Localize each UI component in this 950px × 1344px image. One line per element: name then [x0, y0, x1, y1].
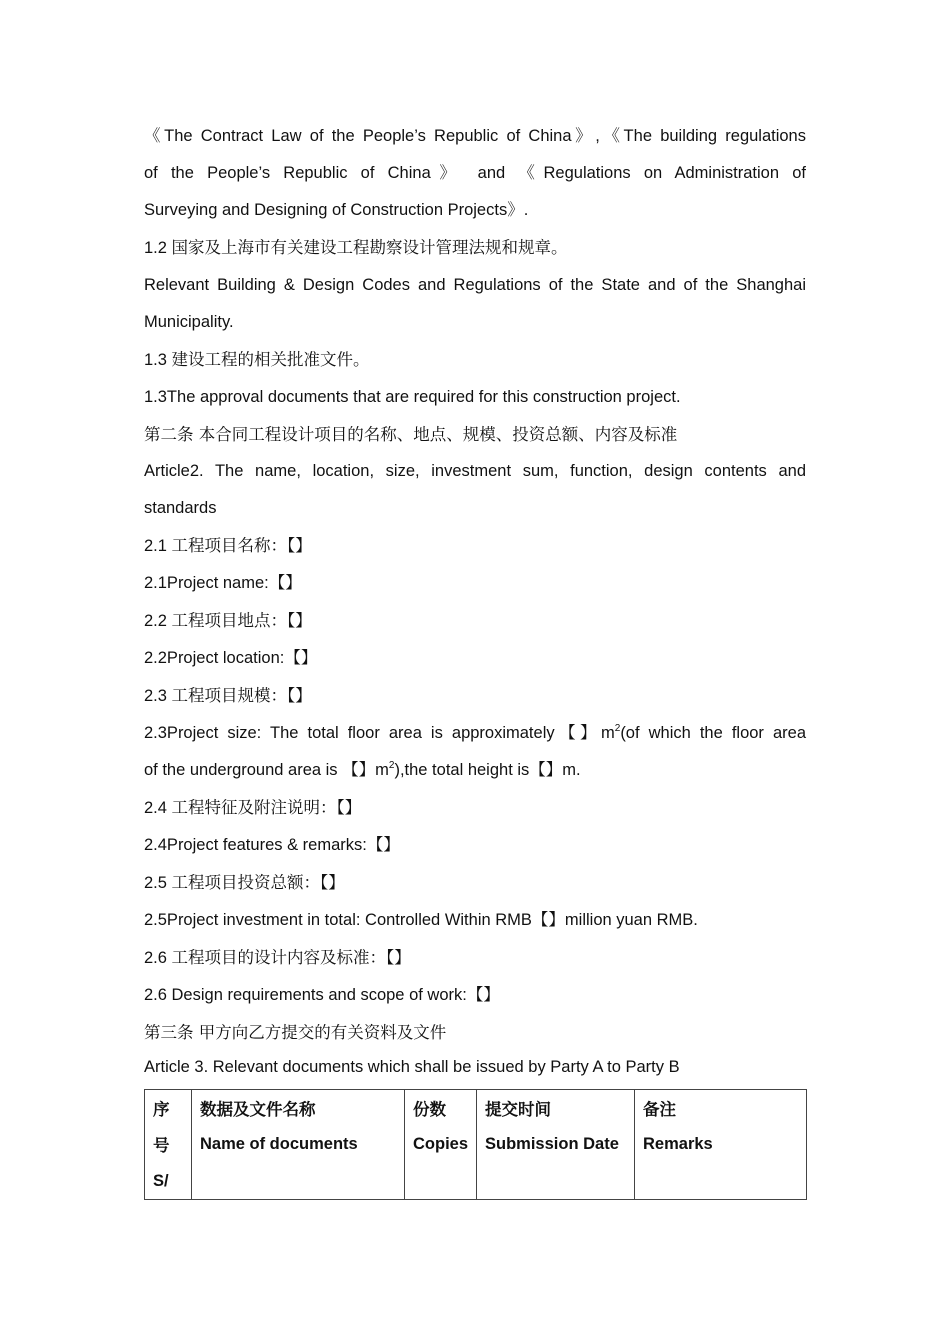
header-en: Submission Date: [485, 1135, 619, 1153]
clause-2-4-en: 2.4Project features & remarks:【】: [144, 836, 400, 854]
clause-text-cn: 工程项目规模：【】: [171, 686, 312, 705]
paragraph-line: of the People’s Republic of China》 and 《Regulations on Administration of: [144, 164, 806, 182]
documents-table: [144, 1089, 807, 1200]
clause-2-5-cn: [144, 864, 806, 902]
header-cn: 提交时间: [485, 1100, 552, 1119]
clause-text-cn: 建设工程的相关批准文件。: [171, 350, 370, 369]
header-cn: 数据及文件名称: [200, 1100, 316, 1119]
clause-text-cn: 工程项目地点：【】: [171, 611, 312, 630]
document-page: [144, 118, 806, 1200]
header-cell-remarks: [635, 1090, 807, 1200]
table-header-row: [145, 1090, 807, 1200]
header-cn: 序号: [153, 1100, 170, 1155]
clause-text-cn: 工程项目名称：【】: [171, 536, 312, 555]
text-segment: 2.3Project size: The total floor area is approximately【】m: [144, 724, 615, 742]
superscript: 2: [388, 760, 395, 771]
header-en: Name of documents: [200, 1135, 358, 1153]
paragraph-line: 《The Contract Law of the People’s Republic of China》,《The building regulations: [144, 127, 806, 145]
paragraph-line: standards: [144, 499, 217, 517]
clause-2-6-cn: [144, 939, 806, 977]
clause-1-2-cn: [144, 229, 806, 267]
clause-2-1-en: 2.1Project name:【】: [144, 574, 302, 592]
clause-number: 2.2: [144, 612, 167, 630]
header-en: Remarks: [643, 1135, 713, 1153]
clause-2-3-cn: [144, 677, 806, 715]
paragraph-line: [144, 752, 806, 789]
clause-2-5-en: 2.5Project investment in total: Controlled Within RMB【】million yuan RMB.: [144, 911, 698, 929]
clause-number: 2.4: [144, 799, 167, 817]
clause-1-3-cn: [144, 341, 806, 379]
paragraph-line: Municipality.: [144, 313, 234, 331]
clause-2-1-cn: [144, 527, 806, 565]
article-2-heading-en: Article2. The name, location, size, investment sum, function, design contents and: [144, 462, 806, 480]
clause-1-3-en: 1.3The approval documents that are required for this construction project.: [144, 388, 681, 406]
header-cn: 备注: [643, 1100, 677, 1119]
clause-number: 2.6: [144, 949, 167, 967]
text-segment: ),the total height is【】m.: [394, 761, 581, 779]
header-en: S/: [153, 1172, 169, 1190]
clause-number: 1.2: [144, 239, 167, 257]
article-3-heading-en: Article 3. Relevant documents which shall be issued by Party A to Party B: [144, 1058, 680, 1076]
text-segment: (of which the floor area: [620, 724, 806, 742]
text-segment: of the underground area is 【】m: [144, 761, 389, 779]
article-3-heading-cn: 第三条 甲方向乙方提交的有关资料及文件: [144, 1023, 447, 1042]
clause-text-cn: 国家及上海市有关建设工程勘察设计管理法规和规章。: [171, 238, 568, 257]
clause-text-cn: 工程项目的设计内容及标准：【】: [171, 948, 411, 967]
clause-number: 2.3: [144, 687, 167, 705]
clause-2-4-cn: [144, 789, 806, 827]
clause-text-cn: 工程特征及附注说明：【】: [171, 798, 362, 817]
clause-number: 2.5: [144, 874, 167, 892]
header-cell-serial: [145, 1090, 192, 1200]
clause-2-6-en: 2.6 Design requirements and scope of work:【】: [144, 986, 500, 1004]
article-2-heading-cn: 第二条 本合同工程设计项目的名称、地点、规模、投资总额、内容及标准: [144, 425, 678, 444]
paragraph-line: Surveying and Designing of Construction Projects》.: [144, 201, 529, 219]
clause-text-cn: 工程项目投资总额：【】: [171, 873, 345, 892]
clause-number: 2.1: [144, 537, 167, 555]
superscript: 2: [614, 723, 621, 734]
clause-number: 1.3: [144, 351, 167, 369]
header-cn: 份数: [413, 1100, 446, 1119]
header-cell-date: [477, 1090, 635, 1200]
clause-2-2-en: 2.2Project location:【】: [144, 649, 318, 667]
clause-2-2-cn: [144, 602, 806, 640]
header-en: Copies: [413, 1135, 469, 1153]
paragraph-line: Relevant Building & Design Codes and Regulations of the State and of the Shanghai: [144, 276, 806, 294]
header-cell-name: [192, 1090, 405, 1200]
header-cell-copies: [405, 1090, 477, 1200]
clause-2-3-en: [144, 715, 806, 752]
